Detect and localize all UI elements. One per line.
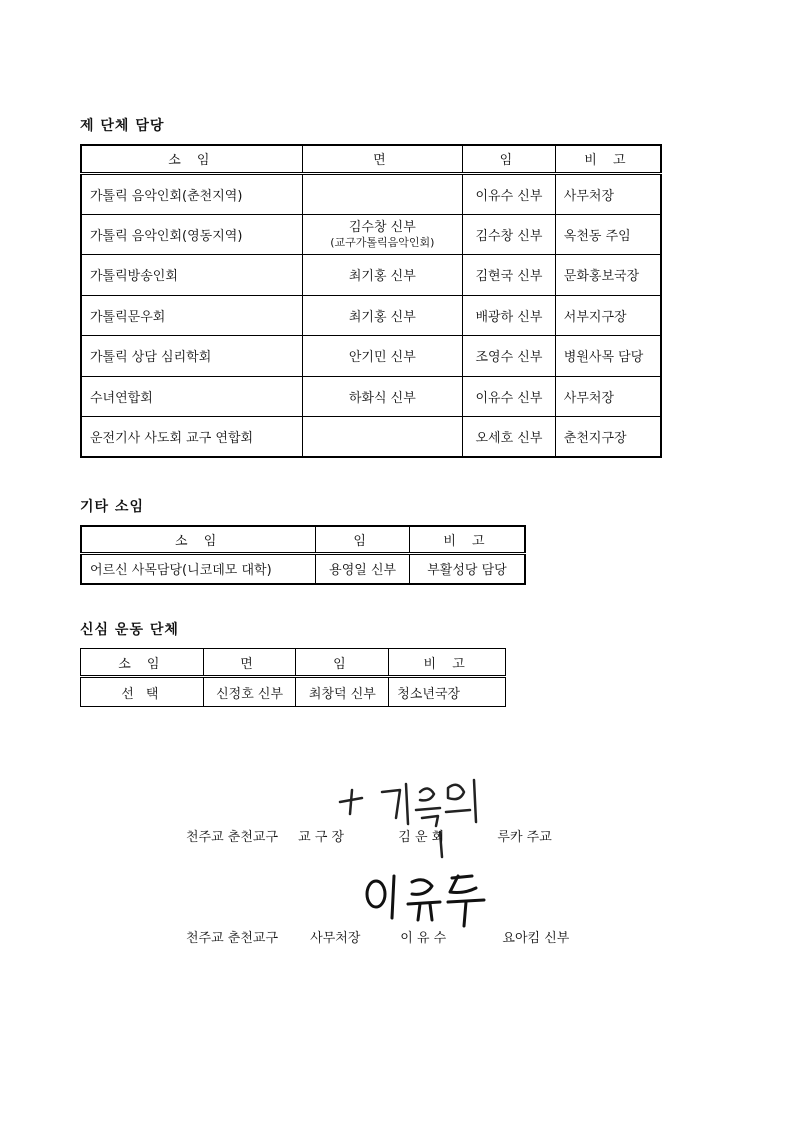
table-row: [81, 214, 661, 254]
cell-col2: 최기홍 신부: [302, 254, 462, 295]
section3-table: [80, 648, 506, 707]
header-cell: 소 임: [81, 649, 204, 677]
header-cell: 소 임: [81, 145, 302, 173]
cell-col3: 오세호 신부: [463, 416, 556, 457]
cell-col3: 김현국 신부: [463, 254, 556, 295]
header-cell: 임: [463, 145, 556, 173]
cell-note: 춘천지구장: [555, 416, 661, 457]
section1-table: [80, 144, 662, 458]
cell-note: 사무처장: [555, 173, 661, 214]
cell-name: 가톨릭 음악인회(춘천지역): [81, 173, 302, 214]
cell-col2: 하화식 신부: [302, 376, 462, 416]
cell-col2: 안기민 신부: [302, 335, 462, 376]
cell-note: 사무처장: [555, 376, 661, 416]
cell-name: 가톨릭방송인회: [81, 254, 302, 295]
header-cell: 임: [296, 649, 389, 677]
cell-note: 부활성당 담당: [409, 553, 525, 584]
cell-name: 어르신 사목담당(니코데모 대학): [81, 553, 316, 584]
cell-name: 가톨릭 음악인회(영동지역): [81, 214, 302, 254]
cell-col2-sub: (교구가톨릭음악인회): [330, 235, 435, 249]
sig-org: 천주교 춘천교구: [186, 830, 279, 845]
cell-col2: 최기홍 신부: [302, 295, 462, 335]
header-cell: 비 고: [555, 145, 661, 173]
cell-name: 운전기사 사도회 교구 연합회: [81, 416, 302, 457]
table-row: [81, 677, 506, 707]
secretary-signature: [360, 868, 500, 930]
cell-note: 문화홍보국장: [555, 254, 661, 295]
table-header-row: [81, 526, 525, 553]
sig-role: 교 구 장: [298, 830, 345, 845]
sig-title: 요아킴 신부: [502, 931, 570, 946]
cell-note: 청소년국장: [389, 677, 506, 707]
cell-col2: 김수창 신부: [348, 219, 416, 235]
sig-role: 사무처장: [310, 931, 361, 946]
header-cell: 면: [203, 649, 296, 677]
bishop-signature: [330, 762, 490, 862]
cell-col2: [302, 173, 462, 214]
section3-title: 신심 운동 단체: [80, 622, 179, 638]
cell-note: 병원사목 담당: [555, 335, 661, 376]
header-cell: 임: [316, 526, 410, 553]
table-row: [81, 335, 661, 376]
cell-col3: 최창덕 신부: [296, 677, 389, 707]
header-cell: 면: [302, 145, 462, 173]
cell-col3: 김수창 신부: [463, 214, 556, 254]
table-row: [81, 173, 661, 214]
cell-name: 가톨릭문우회: [81, 295, 302, 335]
section2-table: [80, 525, 526, 585]
table-row: [81, 416, 661, 457]
header-cell: 비 고: [409, 526, 525, 553]
table-row: [81, 295, 661, 335]
sig-name: 김 운 회: [398, 830, 445, 845]
cell-name: 선 택: [81, 677, 204, 707]
sig-name: 이 유 수: [400, 931, 447, 946]
table-row: [81, 254, 661, 295]
cell-col3: 배광하 신부: [463, 295, 556, 335]
bishop-signature-line: [186, 826, 552, 845]
header-cell: 소 임: [81, 526, 316, 553]
cell-col3: 이유수 신부: [463, 376, 556, 416]
header-cell: 비 고: [389, 649, 506, 677]
cell-col2: 신정호 신부: [203, 677, 296, 707]
cell-col3: 이유수 신부: [463, 173, 556, 214]
sig-org: 천주교 춘천교구: [186, 931, 279, 946]
table-row: [81, 553, 525, 584]
secretary-signature-line: [186, 927, 569, 946]
cell-col2: [302, 416, 462, 457]
section1-title: 제 단체 담당: [80, 118, 165, 134]
table-row: [81, 376, 661, 416]
cell-col2-multi: [302, 214, 462, 254]
table-header-row: [81, 145, 661, 173]
cell-name: 수녀연합회: [81, 376, 302, 416]
cell-col3: 조영수 신부: [463, 335, 556, 376]
cell-col3: 용영일 신부: [316, 553, 410, 584]
cell-note: 옥천동 주임: [555, 214, 661, 254]
section2-title: 기타 소임: [80, 499, 144, 515]
cell-name: 가톨릭 상담 심리학회: [81, 335, 302, 376]
table-header-row: [81, 649, 506, 677]
cell-note: 서부지구장: [555, 295, 661, 335]
sig-title: 루카 주교: [497, 830, 552, 845]
